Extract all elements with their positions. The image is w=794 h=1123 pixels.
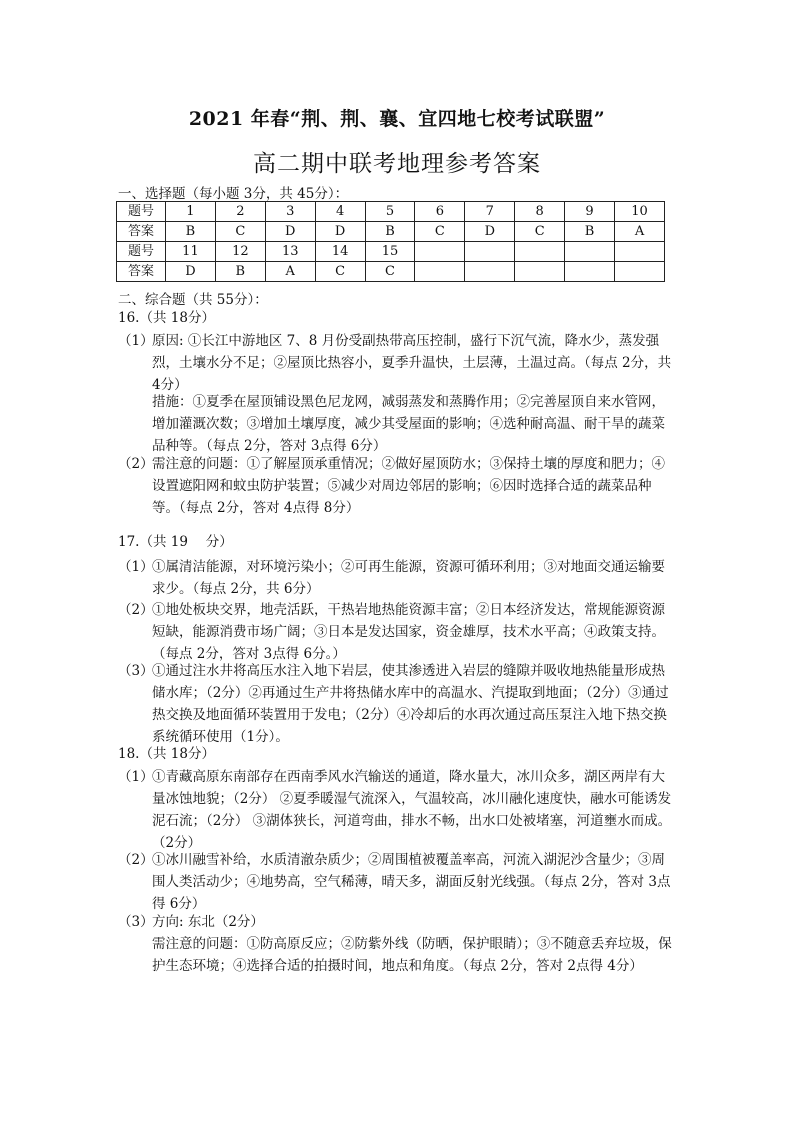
table-cell: 4 (315, 202, 365, 222)
table-cell: 10 (615, 202, 665, 222)
table-cell: 5 (365, 202, 415, 222)
table-cell: A (615, 222, 665, 242)
row-label-number: 题号 (117, 202, 166, 222)
table-cell: C (315, 262, 365, 282)
row-label-number: 题号 (117, 242, 166, 262)
table-cell (565, 262, 615, 282)
table-cell (615, 262, 665, 282)
answer-text: ①属清洁能源，对环境污染小；②可再生能源，资源可循环利用；③对地面交通运输要求少。（每点 2分，共 6分） (152, 559, 665, 597)
section-choice-heading: 一、选择题（每小题 3分，共 45分）： (118, 186, 349, 202)
table-cell: B (215, 262, 265, 282)
table-cell: 7 (465, 202, 515, 222)
table-cell (515, 262, 565, 282)
part-number: （2） (118, 456, 154, 472)
part-number: （1） (118, 333, 154, 349)
section-comprehensive-heading: 二、综合题（共 55分）： (118, 292, 268, 308)
table-cell: C (515, 222, 565, 242)
table-cell: 12 (215, 242, 265, 262)
table-cell: C (415, 222, 465, 242)
table-cell: 3 (265, 202, 315, 222)
question-16-part-2 (118, 453, 678, 519)
answer-text: ①地处板块交界，地壳活跃，干热岩地热能资源丰富；②日本经济发达，常规能源资源短缺，能源消费市场广阔；③日本是发达国家，资金雄厚，技术水平高；④政策支持。（每点 2分，答对 3点得 6分。） (152, 602, 665, 662)
part-number: （1） (118, 559, 154, 575)
table-cell: B (365, 222, 415, 242)
part-number: （2） (118, 852, 154, 868)
answer-text: 方向: 东北（2分） (152, 914, 264, 930)
answer-text: 原因: ①长江中游地区 7、8 月份受副热带高压控制，盛行下沉气流，降水少，蒸发强烈，土壤水分不足；②屋顶比热容小，夏季升温快，土层薄，土温过高。（每点 2分，共 4分） (152, 333, 672, 393)
table-row (117, 202, 665, 222)
table-cell: 13 (265, 242, 315, 262)
question-18-part-2 (118, 849, 678, 915)
question-18-part-1 (118, 766, 678, 854)
question-16-measures: 措施：①夏季在屋顶铺设黑色尼龙网，减弱蒸发和蒸腾作用；②完善屋顶自来水管网，增加灌溉次数；③增加土壤厚度，减少其受屋面的影响；④选种耐高温、耐干旱的蔬菜品种等。（每点 2分，答对 3点得 6分） (152, 394, 665, 454)
question-18-heading: 18.（共 18分） (118, 746, 215, 762)
answer-text: ①通过注水井将高压水注入地下岩层，使其渗透进入岩层的缝隙并吸收地热能量形成热储水库；（2分）②再通过生产井将热储水库中的高温水、汽提取到地面；（2分）③通过热交换及地面循环装置用于发电；（2分）④冷却后的水再次通过高压泵注入地下热交换系统循环使用（1分）。 (152, 663, 669, 745)
answer-text: 需注意的问题：①了解屋顶承重情况；②做好屋顶防水；③保持土壤的厚度和肥力；④设置遮阳网和蚊虫防护装置；⑤减少对周边邻居的影响；⑥因时选择合适的蔬菜品种等。（每点 2分，答对 4点得 8分） (152, 456, 665, 516)
answer-table (116, 201, 665, 282)
part-number: （3） (118, 663, 154, 679)
question-17-part-2 (118, 599, 678, 665)
row-label-answer: 答案 (117, 262, 166, 282)
table-cell: D (465, 222, 515, 242)
table-cell: 15 (365, 242, 415, 262)
table-cell: 8 (515, 202, 565, 222)
table-cell: 2 (215, 202, 265, 222)
question-18-notes: 需注意的问题：①防高原反应；②防紫外线（防晒，保护眼睛）；③不随意丢弃垃圾，保护生态环境；④选择合适的拍摄时间，地点和角度。（每点 2分，答对 2点得 4分） (152, 936, 672, 974)
table-cell (615, 242, 665, 262)
table-row (117, 222, 665, 242)
question-17-part-1 (118, 556, 678, 600)
table-cell (515, 242, 565, 262)
table-cell (565, 242, 615, 262)
table-cell: D (315, 222, 365, 242)
part-number: （2） (118, 602, 154, 618)
table-cell: A (265, 262, 315, 282)
answer-key-title: 高二期中联考地理参考答案 (253, 151, 541, 177)
table-cell: C (365, 262, 415, 282)
table-cell (465, 242, 515, 262)
answer-text: ①青藏高原东南部存在西南季风水汽输送的通道，降水量大，冰川众多，湖区两岸有大量冰蚀地貌；（2分） ②夏季暖湿气流深入，气温较高，冰川融化速度快，融水可能诱发泥石流；（2分） ③湖体狭长，河道弯曲，排水不畅，出水口处被堵塞，河道壅水而成。（2分） (152, 769, 672, 851)
answer-text: ①冰川融雪补给，水质清澈杂质少；②周围植被覆盖率高，河流入湖泥沙含量少；③周围人类活动少；④地势高，空气稀薄，晴天多，湖面反射光线强。（每点 2分，答对 3点得 6分） (152, 852, 671, 912)
table-row (117, 242, 665, 262)
question-16-part-1 (118, 330, 678, 396)
table-cell (415, 242, 465, 262)
table-cell (415, 262, 465, 282)
table-cell: C (215, 222, 265, 242)
table-cell: B (565, 222, 615, 242)
question-16-heading: 16.（共 18分） (118, 310, 215, 326)
table-row (117, 262, 665, 282)
table-cell: 6 (415, 202, 465, 222)
question-17-heading: 17.（共 19 分） (118, 534, 233, 550)
exam-union-title: 2021 年春“荆、荆、襄、宜四地七校考试联盟” (188, 108, 606, 130)
table-cell: 1 (166, 202, 216, 222)
table-cell (465, 262, 515, 282)
table-cell: 14 (315, 242, 365, 262)
row-label-answer: 答案 (117, 222, 166, 242)
question-18-part-3 (118, 911, 678, 933)
table-cell: 9 (565, 202, 615, 222)
table-cell: D (265, 222, 315, 242)
table-cell: 11 (166, 242, 216, 262)
table-cell: B (166, 222, 216, 242)
part-number: （1） (118, 769, 154, 785)
question-17-part-3 (118, 660, 678, 748)
table-cell: D (166, 262, 216, 282)
part-number: （3） (118, 914, 154, 930)
